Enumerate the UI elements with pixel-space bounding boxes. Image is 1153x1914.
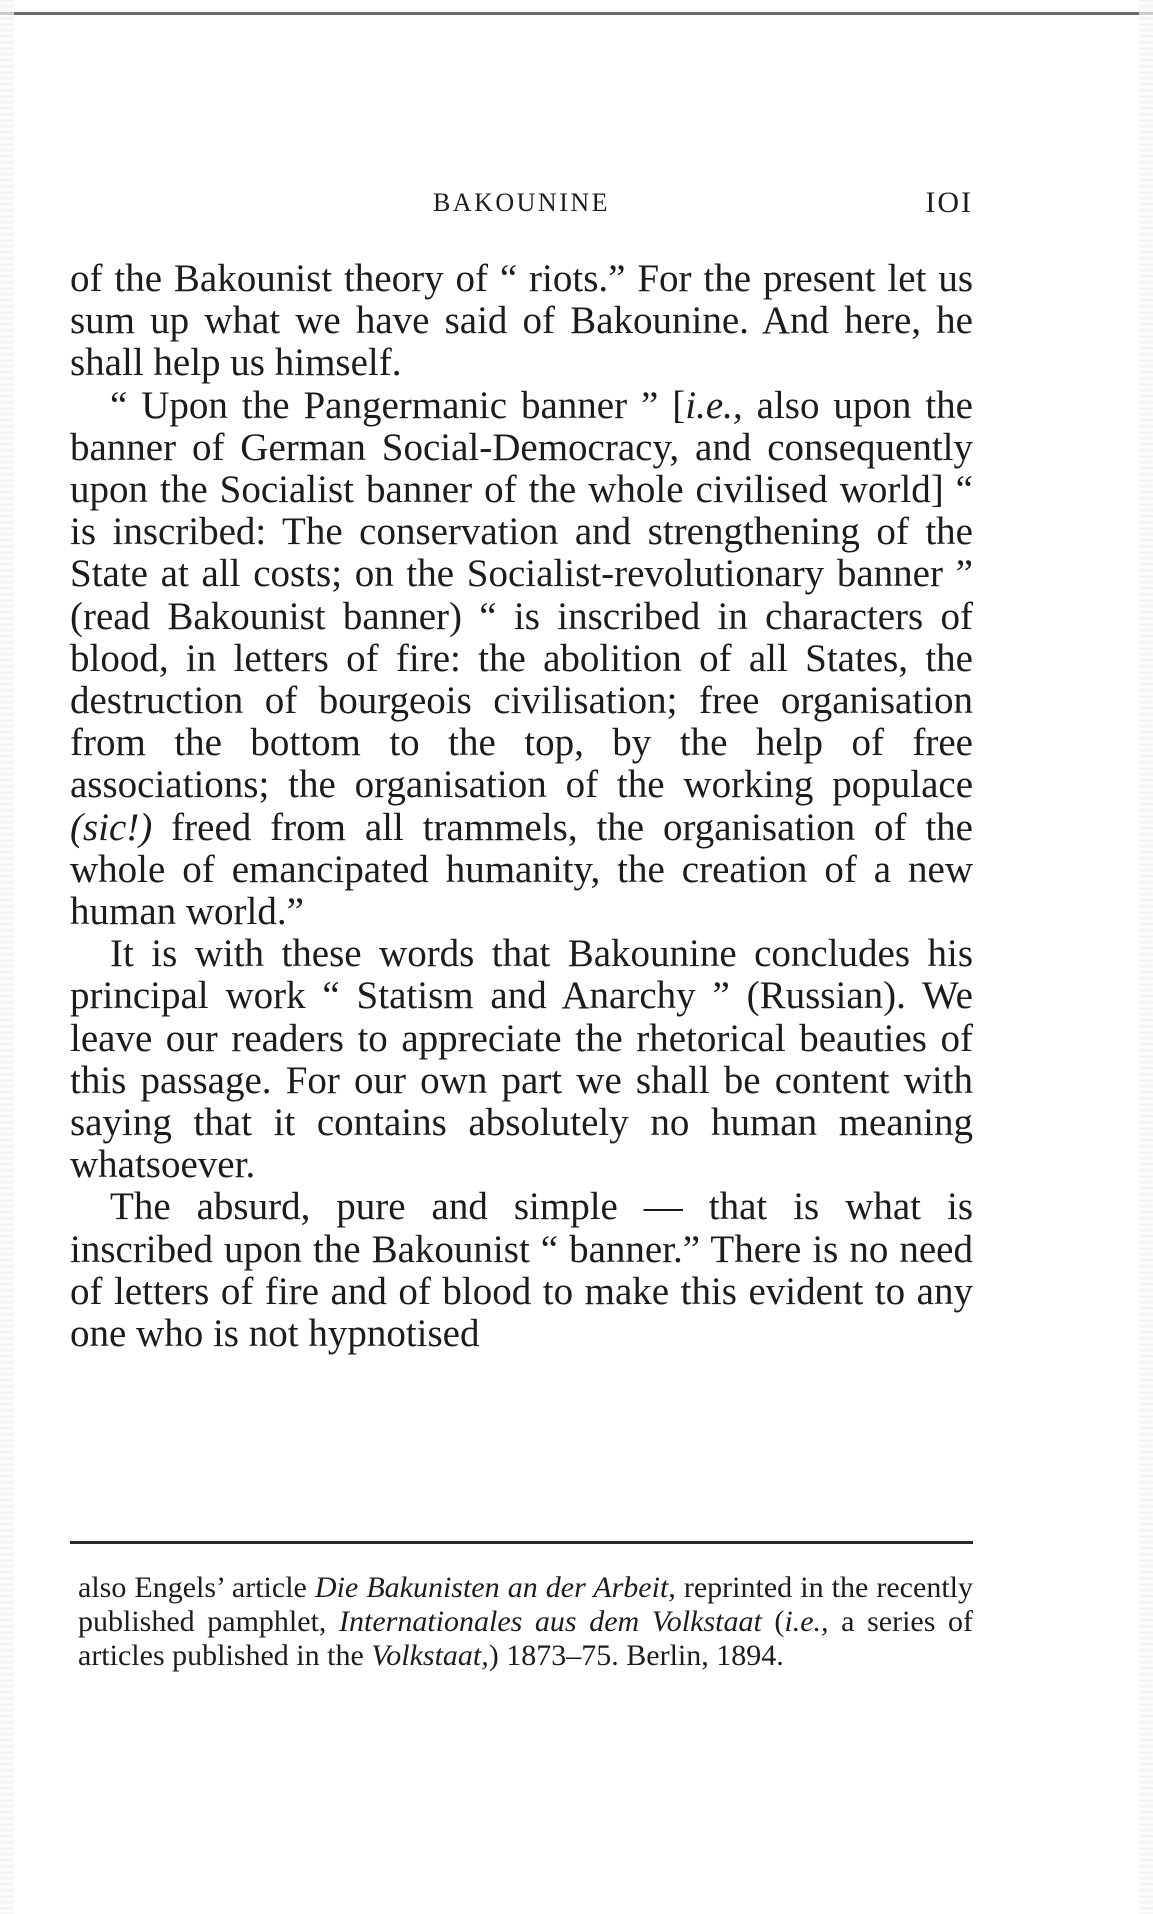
paragraph-3: It is with these words that Bakounine concludes his principal work “ Statism and Anarchy ” (Russian). We leave our readers to appreciate the rhetorical beauties of this passage. For our own part we shall be content with saying that it contains absolutely no human meaning whatsoever. xyxy=(70,932,973,1187)
paragraph-2-part-1: “ Upon the Pangermanic banner ” [ xyxy=(110,383,686,427)
paragraph-2-part-2: also upon the banner of German Social-Democracy, and consequently upon the Socialist banner of the whole civilised world] “ is inscribed: The conservation and strengthening of the State at all costs; on the Socialist-revolutionary banner ” (read Bakounist banner) “ is inscribed in characters of blood, in letters of fire: the abolition of all States, the destruction of bourgeois civilisation; free organisation from the bottom to the top, by the help of free associations; the organisation of the working populace xyxy=(70,383,973,807)
paragraph-4: The absurd, pure and simple — that is what is inscribed upon the Bakounist “ banner.” There is no need of letters of fire and of blood to make this evident to any one who is not hypnotised xyxy=(70,1185,973,1356)
paragraph-2-part-3: freed from all trammels, the organisation of the whole of emancipated humanity, the creation of a new human world.” xyxy=(70,805,973,934)
top-border-rule xyxy=(0,12,1153,15)
paragraph-2 xyxy=(70,385,973,934)
footnote xyxy=(78,1571,973,1673)
footnote-italic-4: Volkstaat, xyxy=(371,1639,489,1672)
paragraph-2-sic: (sic!) xyxy=(70,805,153,849)
right-page-edge xyxy=(1139,0,1153,1914)
running-title: BAKOUNINE xyxy=(432,188,611,217)
page-number: IOI xyxy=(925,186,973,219)
footnote-text-5: ) 1873–75. Berlin, 1894. xyxy=(488,1639,784,1672)
paragraph-2-ie: i.e., xyxy=(685,383,743,427)
footnote-text-1: also Engels’ article xyxy=(78,1571,315,1604)
footnote-rule xyxy=(70,1541,973,1544)
footnote-italic-2: Internationales aus dem Volkstaat xyxy=(339,1605,762,1638)
footnote-italic-1: Die Bakunisten an der Arbeit, xyxy=(314,1571,676,1604)
body-text xyxy=(70,258,973,1355)
footnote-text-4: a series of articles published in the xyxy=(78,1605,973,1672)
footnote-text-3: ( xyxy=(761,1605,785,1638)
paragraph-1: of the Bakounist theory of “ riots.” For the present let us sum up what we have said of Bakounine. And here, he shall help us himself. xyxy=(70,257,973,385)
running-header xyxy=(70,186,973,226)
footnote-italic-3: i.e., xyxy=(784,1605,829,1638)
left-page-edge xyxy=(0,0,14,1914)
footnote-text-2: reprinted in the recently published pamphlet, xyxy=(78,1571,973,1638)
